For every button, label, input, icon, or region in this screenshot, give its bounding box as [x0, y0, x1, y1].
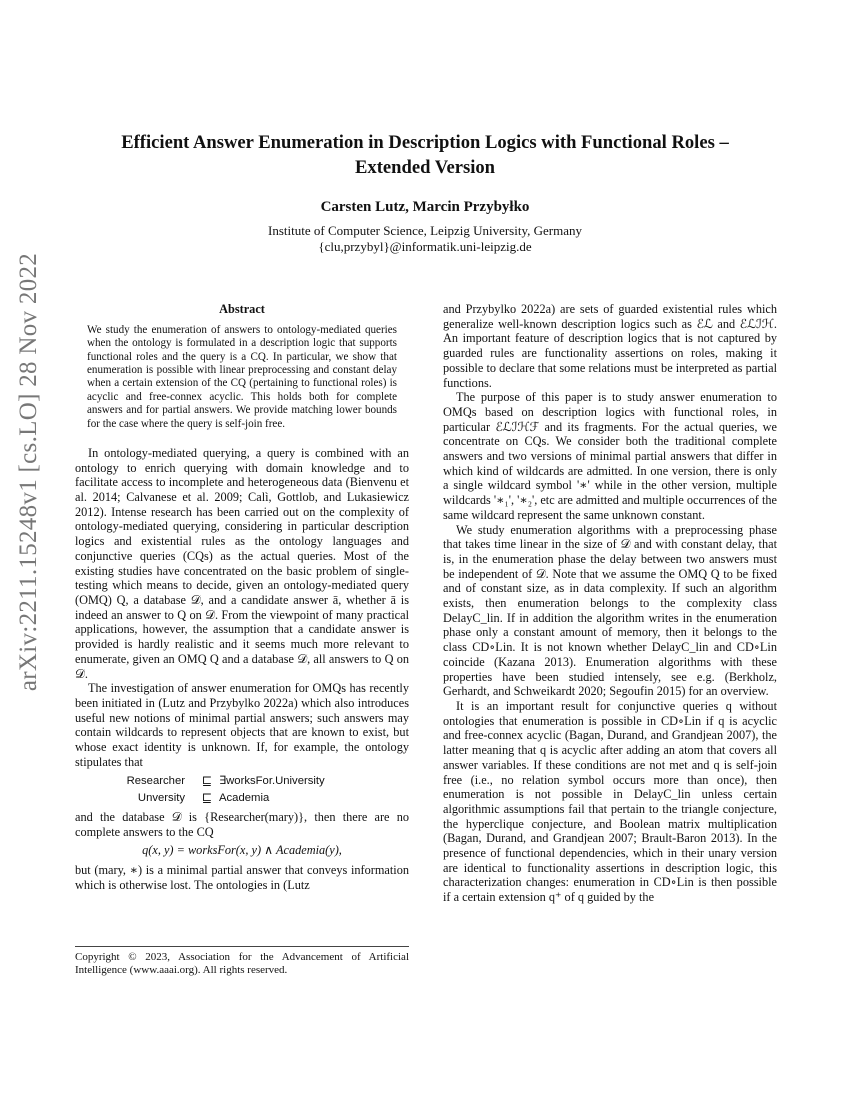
subsumption-symbol-1: ⊑	[201, 774, 213, 789]
author-affiliation-block	[70, 223, 780, 255]
right-paragraph-2: The purpose of this paper is to study answer enumeration to OMQs based on description logics with functional roles, in particular ℰℒℐℋℱ and its fragments. For the actual queries, we concentrate on CQs. We consider both the traditional complete answers and two versions of minimal partial answers that differ in which kind of wildcards are admitted. In one version, there is only a single wildcard symbol '∗' while in the other version, multiple wildcards '∗₁', '∗₂', etc are admitted and multiple occurrences of the same wildcard represent the same unknown constant.	[443, 390, 777, 522]
arxiv-identifier-stamp	[12, 252, 46, 692]
copyright-footnote: Copyright © 2023, Association for the Advancement of Artificial Intelligence (www.aaai.org). All rights reserved.	[75, 946, 409, 978]
title-line-1: Efficient Answer Enumeration in Description Logics with Functional Roles –	[121, 132, 729, 153]
axiom-1-rhs: ∃worksFor.University	[219, 775, 325, 788]
ontology-axioms	[75, 774, 409, 805]
abstract-heading: Abstract	[219, 302, 265, 316]
paper-authors: Carsten Lutz, Marcin Przybyłko	[320, 199, 530, 215]
arxiv-identifier-text: arXiv:2211.15248v1 [cs.LO] 28 Nov 2022	[15, 252, 43, 692]
affiliation: Institute of Computer Science, Leipzig University, Germany	[268, 223, 582, 238]
subsumption-symbol-2: ⊑	[201, 791, 213, 806]
title-line-2: Extended Version	[355, 157, 495, 178]
example-cq-formula: q(x, y) = worksFor(x, y) ∧ Academia(y),	[142, 843, 342, 858]
right-column	[443, 302, 777, 905]
intro-paragraph-3: and the database 𝒟 is {Researcher(mary)}, then there are no complete answers to the CQ	[75, 809, 409, 839]
right-paragraph-1: and Przybylko 2022a) are sets of guarded existential rules which generalize well-known description logics such as ℰℒ and ℰℒℐℋ. An important feature of description logics that is not captured by guarded rules are functionality assertions on roles, making it possible to declare that some relations must be interpreted as partial functions.	[443, 302, 777, 390]
abstract-text: We study the enumeration of answers to ontology-mediated queries when the ontology is formulated in a description logic that supports functional roles and the query is a CQ. In particular, we show that enumeration is possible with linear preprocessing and constant delay when a certain extension of the CQ (pertaining to functional roles) is acyclic and free-connex acyclic. This holds both for complete answers and for partial answers. We provide matching lower bounds for the case where the query is self-join free.	[87, 323, 397, 430]
right-paragraph-3: We study enumeration algorithms with a preprocessing phase that takes time linear in the size of 𝒟 and with constant delay, that is, in the enumeration phase the delay between two answers must be independent of 𝒟. Note that we assume the OMQ Q to be fixed and of constant size, as in data complexity. If such an algorithm exists, then enumeration belongs to the complexity class DelayC_lin. If in addition the algorithm writes in the enumeration phase only a constant amount of memory, then it belongs to the class CD∘Lin. It is not known whether DelayC_lin and CD∘Lin coincide (Kazana 2013). Enumeration algorithms with these properties have been studied intensely, see e.g. (Berkholz, Gerhardt, and Schweikardt 2020; Segoufin 2015) for an overview.	[443, 522, 777, 699]
intro-paragraph-4: but (mary, ∗) is a minimal partial answer that conveys information which is otherwise lost. The ontologies in (Lutz	[75, 862, 409, 892]
intro-paragraph-1: In ontology-mediated querying, a query is combined with an ontology to enrich querying with domain knowledge and to facilitate access to incomplete and heterogeneous data (Bienvenu et al. 2014; Calvanese et al. 2009; Calì, Gottlob, and Lukasiewicz 2012). Intense research has been carried out on the complexity of ontology-mediated querying, considering in particular description logics and existential rules as the ontology languages and conjunctive queries (CQs) as the actual queries. Most of the existing studies have concentrated on the basic problem of single-testing which means to decide, given an ontology-mediated query (OMQ) Q, a database 𝒟, and a candidate answer ā, whether ā is indeed an answer to Q on 𝒟. From the viewpoint of many practical applications, however, the assumption that a candidate answer is provided is hardly realistic and it seems much more relevant to enumerate, given an OMQ Q and a database 𝒟, all answers to Q on 𝒟.	[75, 445, 409, 681]
right-paragraph-4: It is an important result for conjunctive queries q without ontologies that enumeration is possible in CD∘Lin if q is acyclic and free-connex acyclic (Bagan, Durand, and Grandjean 2007), the latter meaning that q is acyclic after adding an atom that covers all answer variables. If these conditions are not met and q is self-join free (i.e., no relation symbol occurs more than once), then enumeration is not possible in DelayC_lin unless certain algorithmic assumptions fail that pertain to the triangle conjecture, the hyperclique conjecture, and Boolean matrix multiplication (Bagan, Durand, and Grandjean 2007; Brault-Baron 2013). In the presence of functional dependencies, which in their unary version are identical to functionality assertions in description logic, this characterization changes: enumeration in CD∘Lin is then possible if a certain extension q⁺ of q guided by the	[443, 698, 777, 905]
axiom-2-rhs: Academia	[219, 792, 270, 805]
intro-paragraph-2: The investigation of answer enumeration for OMQs has recently been initiated in (Lutz and Przybylko 2022a) which also introduces useful new notions of minimal partial answers; such answers may contain wildcards to represent objects that are known to exist, but whose exact identity is unknown. If, for example, the ontology stipulates that	[75, 681, 409, 769]
author-email: {clu,przybyl}@informatik.uni-leipzig.de	[318, 239, 532, 254]
axiom-1-lhs: Researcher	[126, 775, 185, 788]
left-column	[75, 302, 409, 892]
paper-title	[70, 130, 780, 180]
axiom-2-lhs: Unversity	[137, 792, 185, 805]
